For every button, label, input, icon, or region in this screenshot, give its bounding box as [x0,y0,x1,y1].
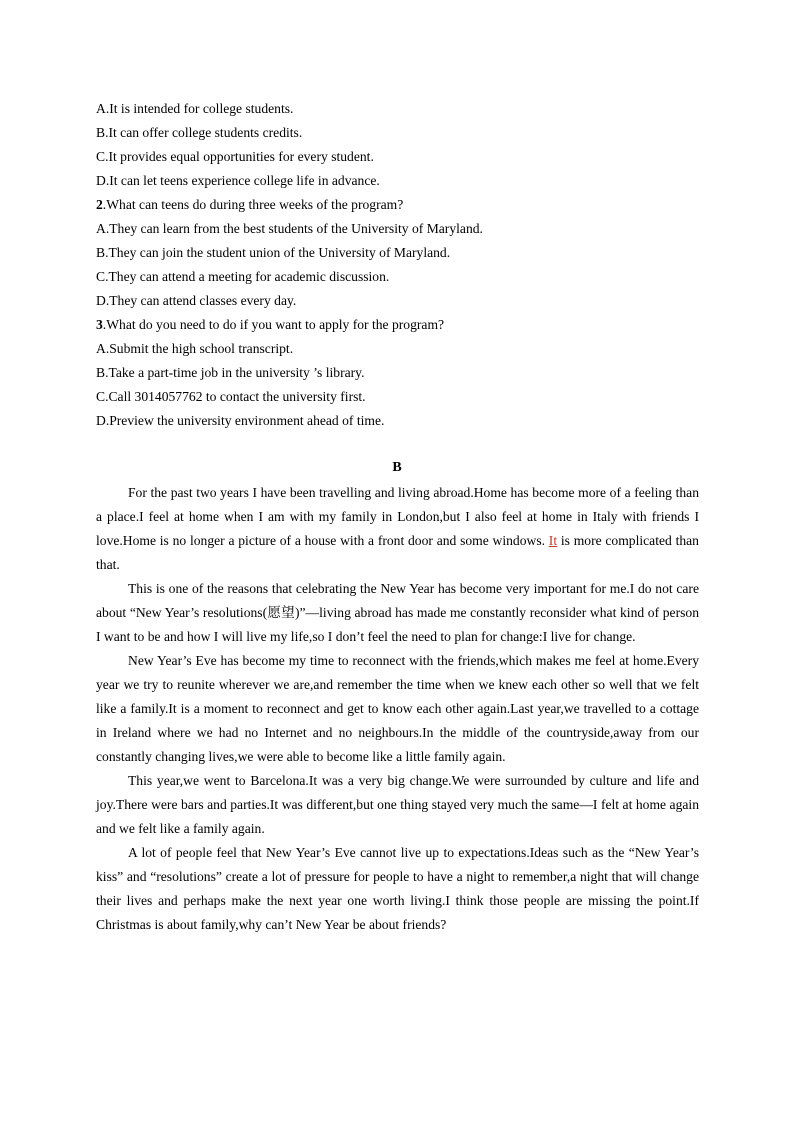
paragraph-3: New Year’s Eve has become my time to reconnect with the friends,which makes me feel at home.Every year we try to reunite wherever we are,and remember the time when we knew each other so well that we felt like a family.It is a moment to reconnect and get to know each other again.Last year,we travelled to a cottage in Ireland where we had no Internet and no neighbours.In the middle of the countryside,away from our constantly changing lives,we were able to become like a little family again. [96,653,699,764]
q2-number: 2 [96,197,103,212]
q3-text: .What do you need to do if you want to apply for the program? [102,317,445,332]
q2-option-c: C.They can attend a meeting for academic discussion. [96,269,390,284]
q3-stem [96,317,444,333]
q1-option-b: B.It can offer college students credits. [96,125,303,140]
q3-option-a: A.Submit the high school transcript. [96,341,294,356]
q2-option-a: A.They can learn from the best students of the University of Maryland. [96,221,483,236]
q3-number: 3 [96,317,103,332]
q2-stem [96,197,403,213]
paragraph-1 [96,481,699,577]
q2-text: .What can teens do during three weeks of the program? [102,197,404,212]
q1-option-a: A.It is intended for college students. [96,101,294,116]
q3-option-d: D.Preview the university environment ahead of time. [96,413,385,428]
referenced-word: It [548,533,558,548]
paragraph-2: This is one of the reasons that celebrating the New Year has become very important for me.I do not care about “New Year’s resolutions(愿望)”—living abroad has made me constantly reconsider what kind of person I want to be and how I will live my life,so I don’t feel the need to plan for change:I live for change. [96,581,699,644]
paragraph-4: This year,we went to Barcelona.It was a very big change.We were surrounded by culture and life and joy.There were bars and parties.It was different,but one thing stayed very much the same—I felt at home again and we felt like a family again. [96,773,699,836]
passage-body [96,481,699,937]
q1-option-c: C.It provides equal opportunities for every student. [96,149,374,164]
q2-option-b: B.They can join the student union of the University of Maryland. [96,245,451,260]
q1-option-d: D.It can let teens experience college life in advance. [96,173,380,188]
paragraph-1-start: For the past two years I have been travelling and living abroad.Home has become more of a feeling than a place.I feel at home when I am with my family in London,but I also feel at home in Italy with friends I love.Home is no longer a picture of a house with a front door and some windows. [96,485,699,548]
q2-option-d: D.They can attend classes every day. [96,293,297,308]
paragraph-1-end: is more complicated than that. [96,533,699,572]
paragraph-5: A lot of people feel that New Year’s Eve cannot live up to expectations.Ideas such as the “New Year’s kiss” and “resolutions” create a lot of pressure for people to have a night to remember,a night that will change their lives and perhaps make the next year one worth living.I think those people are missing the point.If Christmas is about family,why can’t New Year be about friends? [96,845,699,932]
q3-option-c: C.Call 3014057762 to contact the university first. [96,389,366,404]
q3-option-b: B.Take a part-time job in the university ’s library. [96,365,365,380]
section-heading: B [392,460,402,475]
